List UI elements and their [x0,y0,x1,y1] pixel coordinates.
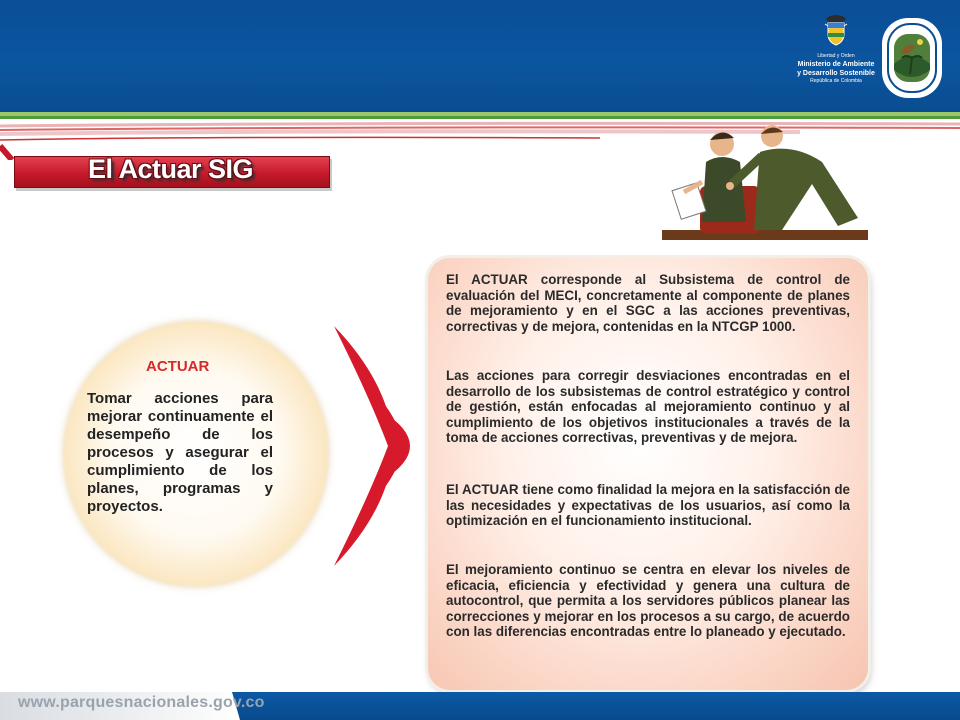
coat-of-arms-icon [822,14,850,46]
circle-description: Tomar acciones para mejorar continuamente el desempeño de los procesos y asegurar el cumplimiento de los planes, programas y proyectos. [87,390,273,515]
ministry-country: República de Colombia [810,78,862,84]
ministry-name-2: y Desarrollo Sostenible [797,70,875,77]
officers-clipart-icon [662,122,868,240]
parks-emblem-icon [882,18,942,98]
header-green-line [0,116,960,119]
paragraph-1: El ACTUAR corresponde al Subsistema de control de evaluación del MECI, concretamente al componente de planes de mejoramiento y en el SGC a las acciones preventivas, correctivas y de mejora, contenidas en la NTCGP 1000. [446,272,850,334]
page-title: El Actuar SIG [88,154,254,184]
paragraph-3: El ACTUAR tiene como finalidad la mejora en la satisfacción de las necesidades y expectativas de los usuarios, así como la optimización en el funcionamiento institucional. [446,482,850,529]
footer-url[interactable]: www.parquesnacionales.gov.co [18,694,265,711]
ministry-name-1: Ministerio de Ambiente [797,61,875,68]
paragraph-2: Las acciones para corregir desviaciones encontradas en el desarrollo de los subsistemas de control estratégico y control de gestión, están enfocadas al mejoramiento continuo y al cumplimiento de los objetivos institucionales a través de la toma de acciones correctivas, preventivas y de mejora. [446,368,850,446]
circle-title: ACTUAR [146,358,210,375]
ministry-motto: Libertad y Orden [817,53,855,59]
paragraph-4: El mejoramiento continuo se centra en elevar los niveles de eficacia, eficiencia y efectividad y genera una cultura de autocontrol, que permita a los servidores públicos planear las correcciones y mejorar en los procesos a su cargo, de acuerdo con las diferencias encontradas entre lo planeado y ejecutado. [446,562,850,640]
ministry-logo [794,14,878,98]
red-arrows-icon [330,318,420,574]
parks-logo [882,18,942,98]
